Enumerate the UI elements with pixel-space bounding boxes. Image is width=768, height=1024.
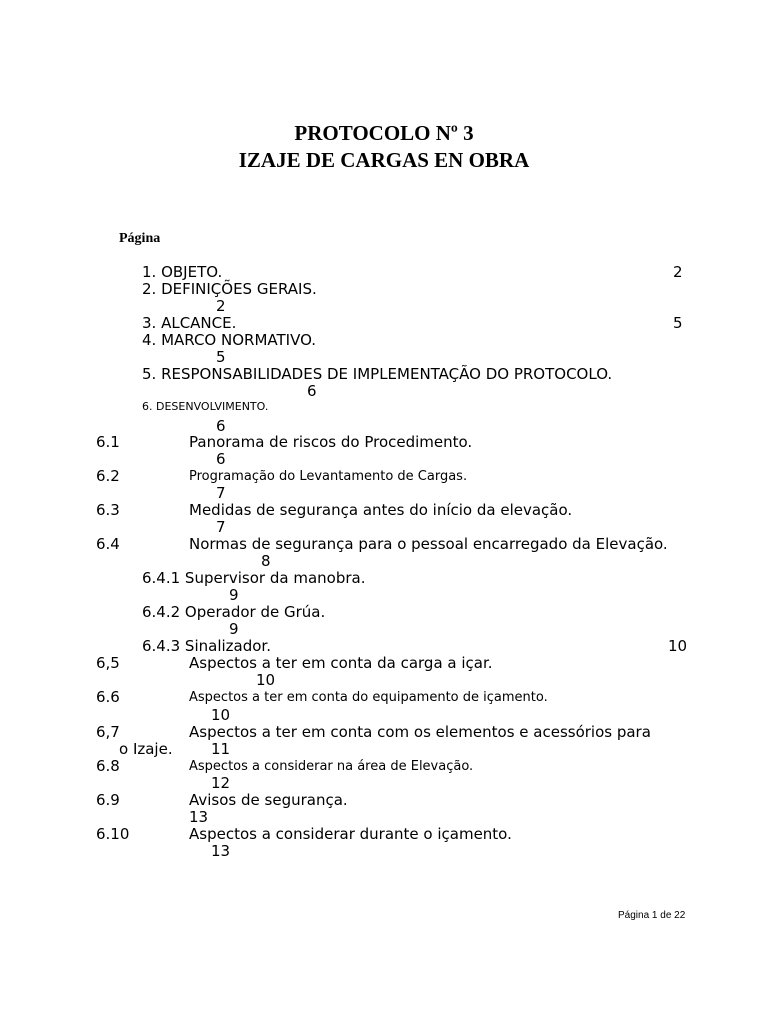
toc-item-number: 6,5 bbox=[96, 654, 120, 672]
toc-item-label: Aspectos a ter em conta da carga a içar. bbox=[189, 654, 493, 672]
toc-item-page: 9 bbox=[229, 586, 239, 604]
toc-item-page: 12 bbox=[211, 774, 231, 792]
toc-item-label: 2. DEFINIÇÕES GERAIS. bbox=[142, 280, 317, 298]
toc-item-label: 3. ALCANCE. bbox=[142, 314, 237, 332]
toc-item-page: 8 bbox=[261, 552, 271, 570]
toc-item-page: 11 bbox=[211, 740, 231, 758]
toc-item-page: 9 bbox=[229, 620, 239, 638]
toc-item-label: Programação do Levantamento de Cargas. bbox=[189, 469, 468, 484]
toc-item-label: Aspectos a ter em conta com os elementos e acessórios para bbox=[189, 723, 651, 741]
toc-item-number: 6.2 bbox=[96, 467, 120, 485]
toc-item-label: Aspectos a ter em conta do equipamento de içamento. bbox=[189, 690, 548, 705]
toc-item-page: 7 bbox=[216, 518, 226, 536]
toc-item-number: 6.10 bbox=[96, 825, 130, 843]
document-title-line-1: PROTOCOLO Nº 3 bbox=[294, 121, 474, 145]
toc-item-label-continuation: o Izaje. bbox=[119, 740, 173, 758]
toc-item-label: 5. RESPONSABILIDADES DE IMPLEMENTAÇÃO DO PROTOCOLO. bbox=[142, 365, 613, 383]
toc-item-page: 6 bbox=[216, 417, 226, 435]
toc-item-number: 6.4 bbox=[96, 535, 120, 553]
toc-item-number: 6.3 bbox=[96, 501, 120, 519]
toc-item-page: 6 bbox=[216, 450, 226, 468]
page-column-label: Página bbox=[119, 231, 161, 246]
toc-item-label: Medidas de segurança antes do início da elevação. bbox=[189, 501, 573, 519]
toc-item-label: Normas de segurança para o pessoal encarregado da Elevação. bbox=[189, 535, 668, 553]
toc-item-page: 6 bbox=[307, 382, 317, 400]
toc-item-page: 2 bbox=[216, 297, 226, 315]
toc-item-label: 6.4.1 Supervisor da manobra. bbox=[142, 569, 366, 587]
toc-item-page: 10 bbox=[668, 637, 688, 655]
toc-item-page: 13 bbox=[189, 808, 209, 826]
toc-item-page: 5 bbox=[673, 314, 683, 332]
toc-item-number: 6.6 bbox=[96, 688, 120, 706]
toc-item-number: 6,7 bbox=[96, 723, 120, 741]
toc-item-page: 2 bbox=[673, 263, 683, 281]
toc-item-page: 5 bbox=[216, 348, 226, 366]
toc-item-number: 6.8 bbox=[96, 757, 120, 775]
document-title-line-2: IZAJE DE CARGAS EN OBRA bbox=[238, 148, 530, 172]
toc-item-label: 6. DESENVOLVIMENTO. bbox=[142, 400, 269, 413]
toc-item-label: Aspectos a considerar na área de Elevação. bbox=[189, 759, 474, 774]
toc-item-label: 4. MARCO NORMATIVO. bbox=[142, 331, 317, 349]
page-number-footer: Página 1 de 22 bbox=[618, 910, 686, 921]
toc-item-page: 13 bbox=[211, 842, 231, 860]
toc-item-page: 10 bbox=[211, 706, 231, 724]
toc-item-page: 10 bbox=[256, 671, 276, 689]
toc-item-label: Aspectos a considerar durante o içamento. bbox=[189, 825, 512, 843]
toc-item-label: 1. OBJETO. bbox=[142, 263, 223, 281]
toc-item-label: Avisos de segurança. bbox=[189, 791, 348, 809]
toc-item-page: 7 bbox=[216, 484, 226, 502]
toc-item-number: 6.9 bbox=[96, 791, 120, 809]
toc-item-label: Panorama de riscos do Procedimento. bbox=[189, 433, 473, 451]
toc-item-label: 6.4.3 Sinalizador. bbox=[142, 637, 271, 655]
toc-item-label: 6.4.2 Operador de Grúa. bbox=[142, 603, 326, 621]
toc-item-number: 6.1 bbox=[96, 433, 120, 451]
